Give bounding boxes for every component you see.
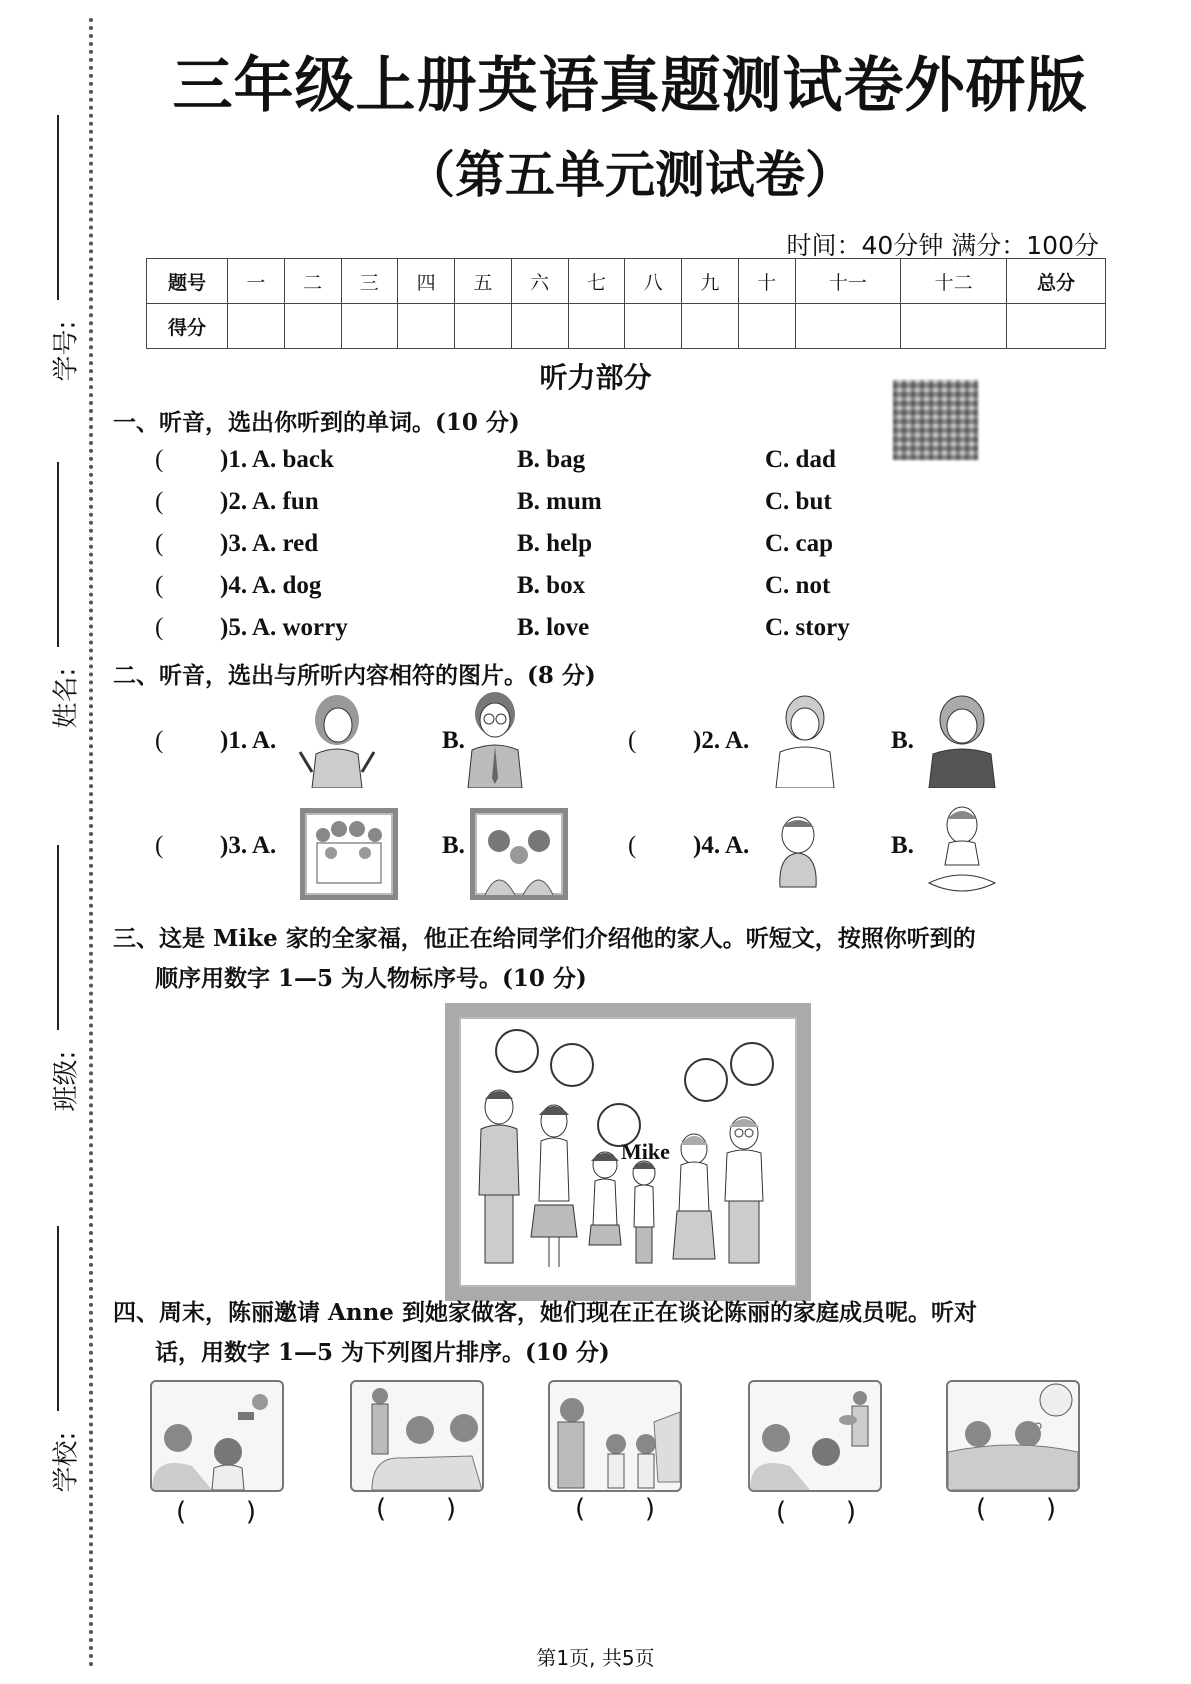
- qr-code-icon[interactable]: [893, 380, 978, 460]
- name-line: [57, 462, 59, 647]
- family-figures-icon: [475, 813, 563, 895]
- section-title-listening: 听力部分: [539, 361, 652, 394]
- order-blank-4[interactable]: [776, 1497, 856, 1527]
- student-id-label: 学号:: [51, 320, 82, 382]
- man-and-girls-sofa-icon: [352, 1382, 482, 1490]
- score-cell[interactable]: [901, 304, 1007, 349]
- small-family-photo-image[interactable]: [470, 808, 568, 900]
- col-2: 二: [284, 259, 341, 304]
- family-figures-icon: [305, 813, 393, 895]
- q1-item-4-b: B. box: [517, 572, 586, 599]
- q2-item-2-label: )2. A.: [693, 727, 750, 754]
- answer-blank[interactable]: (: [155, 488, 164, 515]
- col-6: 六: [511, 259, 568, 304]
- school-label: 学校:: [51, 1431, 82, 1493]
- girls-thinking-bubble-icon: [948, 1382, 1078, 1490]
- scene-3-image: [548, 1380, 682, 1492]
- order-blank-1[interactable]: [176, 1497, 256, 1527]
- paren-open: (: [776, 1497, 787, 1527]
- score-cell-total[interactable]: [1007, 304, 1106, 349]
- score-cell[interactable]: [228, 304, 285, 349]
- col-3: 三: [341, 259, 398, 304]
- q2-item-1-b-label: B.: [442, 727, 465, 754]
- col-total: 总分: [1007, 259, 1106, 304]
- score-cell[interactable]: [682, 304, 739, 349]
- paren-open: (: [575, 1494, 586, 1524]
- q2-item-2-b-label: B.: [891, 727, 914, 754]
- answer-blank[interactable]: (: [155, 572, 164, 599]
- col-7: 七: [568, 259, 625, 304]
- scene-5-image: [946, 1380, 1080, 1492]
- man-with-glasses-image[interactable]: [460, 688, 530, 788]
- paren-close: ): [1045, 1494, 1056, 1524]
- q1-item-1-a: )1. A. back: [220, 446, 334, 473]
- class-field[interactable]: [20, 845, 80, 1145]
- score-cell[interactable]: [284, 304, 341, 349]
- order-blank-5[interactable]: [976, 1494, 1056, 1524]
- answer-blank[interactable]: (: [628, 832, 637, 859]
- answer-blank[interactable]: (: [155, 727, 164, 754]
- grandma-image[interactable]: [925, 692, 1000, 788]
- row-label-score: 得分: [147, 304, 228, 349]
- score-cell[interactable]: [795, 304, 901, 349]
- col-1: 一: [228, 259, 285, 304]
- paren-close: ): [445, 1494, 456, 1524]
- q1-item-2-b: B. mum: [517, 488, 602, 515]
- scene-4-image: [748, 1380, 882, 1492]
- score-cell[interactable]: [625, 304, 682, 349]
- man-waving-girls-icon: [550, 1382, 680, 1490]
- page-footer: 第1页, 共5页: [536, 1646, 655, 1670]
- q1-item-1-c: C. dad: [765, 446, 836, 473]
- q1-item-4-a: )4. A. dog: [220, 572, 322, 599]
- q1-item-3-a: )3. A. red: [220, 530, 319, 557]
- answer-blank[interactable]: (: [155, 614, 164, 641]
- score-value-row: [147, 304, 1106, 349]
- q3-title-line2: 顺序用数字 1—5 为人物标序号。(10 分): [155, 965, 587, 992]
- col-5: 五: [455, 259, 512, 304]
- score-cell[interactable]: [511, 304, 568, 349]
- scene-2-image: [350, 1380, 484, 1492]
- binding-dotted-line: [89, 18, 93, 1668]
- q1-title: 一、听音，选出你听到的单词。(10 分): [113, 409, 520, 436]
- col-9: 九: [682, 259, 739, 304]
- woman-teacher-image[interactable]: [292, 692, 382, 788]
- q1-item-3-b: B. help: [517, 530, 593, 557]
- girls-talking-woman-with-plate-icon: [750, 1382, 880, 1490]
- paren-close: ): [245, 1497, 256, 1527]
- student-id-line: [57, 115, 59, 300]
- page-subtitle: （第五单元测试卷）: [405, 146, 855, 204]
- page-title: 三年级上册英语真题测试卷外研版: [172, 51, 1088, 121]
- answer-blank[interactable]: (: [628, 727, 637, 754]
- q1-item-5-a: )5. A. worry: [220, 614, 348, 641]
- q1-item-4-c: C. not: [765, 572, 831, 599]
- paren-open: (: [176, 1497, 187, 1527]
- score-cell[interactable]: [455, 304, 512, 349]
- scene-1-image: [150, 1380, 284, 1492]
- paren-open: (: [976, 1494, 987, 1524]
- grandpa-image[interactable]: [770, 692, 840, 788]
- sitting-girl-image[interactable]: [925, 805, 1000, 900]
- order-circle-1[interactable]: [495, 1029, 539, 1073]
- q2-item-4-b-label: B.: [891, 832, 914, 859]
- q1-item-3-c: C. cap: [765, 530, 834, 557]
- q2-title: 二、听音，选出与所听内容相符的图片。(8 分): [113, 662, 596, 689]
- class-line: [57, 845, 59, 1030]
- answer-blank[interactable]: (: [155, 832, 164, 859]
- family-members-icon: [459, 1077, 797, 1277]
- answer-blank[interactable]: (: [155, 530, 164, 557]
- q2-item-3-label: )3. A.: [220, 832, 277, 859]
- row-label-question: 题号: [147, 259, 228, 304]
- class-label: 班级:: [51, 1050, 82, 1112]
- q1-item-2-c: C. but: [765, 488, 832, 515]
- girls-talking-boy-playing-icon: [152, 1382, 282, 1490]
- name-label: 姓名:: [51, 667, 82, 729]
- answer-blank[interactable]: (: [155, 446, 164, 473]
- paren-close: ): [845, 1497, 856, 1527]
- score-cell[interactable]: [341, 304, 398, 349]
- q4-title-line1: 四、周末，陈丽邀请 Anne 到她家做客，她们现在正在谈论陈丽的家庭成员呢。听对: [113, 1299, 977, 1326]
- baby-boy-image[interactable]: [772, 815, 824, 890]
- q2-item-1-label: )1. A.: [220, 727, 277, 754]
- score-header-row: [147, 259, 1106, 304]
- col-10: 十: [738, 259, 795, 304]
- q1-item-5-c: C. story: [765, 614, 850, 641]
- q1-item-5-b: B. love: [517, 614, 590, 641]
- paren-close: ): [644, 1494, 655, 1524]
- col-4: 四: [398, 259, 455, 304]
- col-8: 八: [625, 259, 682, 304]
- q3-title-line1: 三、这是 Mike 家的全家福，他正在给同学们介绍他的家人。听短文，按照你听到的: [113, 925, 976, 952]
- q1-item-2-a: )2. A. fun: [220, 488, 319, 515]
- score-cell[interactable]: [398, 304, 455, 349]
- paren-open: (: [376, 1494, 387, 1524]
- col-12: 十二: [901, 259, 1007, 304]
- family-portrait-image: [445, 1003, 811, 1301]
- q2-item-4-label: )4. A.: [693, 832, 750, 859]
- score-table: [146, 258, 1106, 349]
- mike-label: Mike: [621, 1139, 670, 1164]
- score-cell[interactable]: [738, 304, 795, 349]
- score-cell[interactable]: [568, 304, 625, 349]
- q4-title-line2: 话，用数字 1—5 为下列图片排序。(10 分): [155, 1339, 610, 1366]
- school-field[interactable]: [20, 1226, 80, 1526]
- name-field[interactable]: [20, 462, 80, 762]
- school-line: [57, 1226, 59, 1411]
- order-blank-3[interactable]: [575, 1494, 655, 1524]
- big-family-photo-image[interactable]: [300, 808, 398, 900]
- exam-meta: 时间：40分钟 满分：100分: [786, 231, 1099, 260]
- order-blank-2[interactable]: [376, 1494, 456, 1524]
- q1-item-1-b: B. bag: [517, 446, 586, 473]
- col-11: 十一: [795, 259, 901, 304]
- q2-item-3-b-label: B.: [442, 832, 465, 859]
